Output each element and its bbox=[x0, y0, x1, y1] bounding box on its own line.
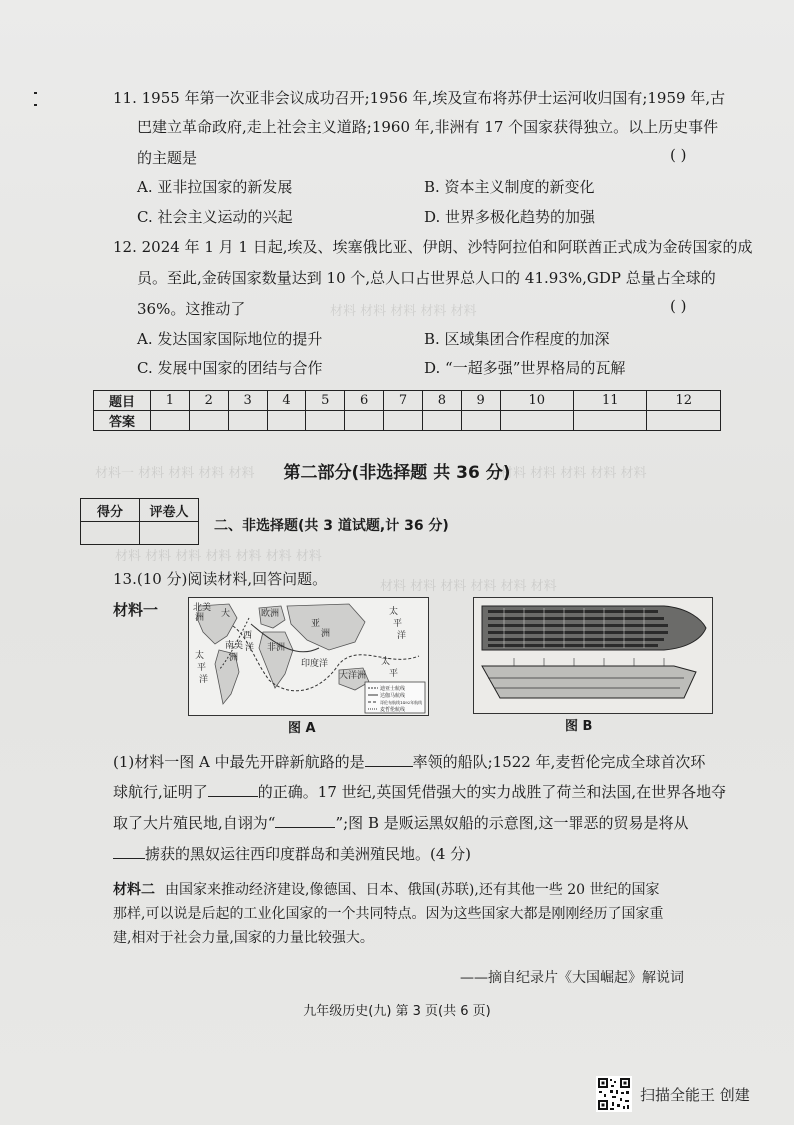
answer-blank-1[interactable] bbox=[365, 751, 413, 767]
part2-title: 第二部分(非选择题 共 36 分) bbox=[283, 463, 511, 483]
bleed-through: 材料 材料 材料 材料 材料 材料 bbox=[380, 579, 557, 594]
question-number-cell: 1 bbox=[151, 391, 190, 411]
q12-option-d: D. “一超多强”世界格局的瓦解 bbox=[424, 359, 626, 377]
grader-cell[interactable] bbox=[140, 522, 199, 545]
map-label-pacific1b: 平 bbox=[393, 619, 403, 629]
q13-1-text: ”;图 B 是贩运黑奴船的示意图,这一罪恶的贸易是将从 bbox=[335, 814, 689, 832]
scanner-watermark: 扫描全能王 创建 bbox=[640, 1086, 750, 1104]
q12-text-line3: 36%。这推动了 bbox=[137, 300, 246, 318]
map-label-sa2: 洲 bbox=[229, 653, 239, 663]
map-label-west: 西 bbox=[243, 631, 253, 641]
slave-ship-icon bbox=[474, 598, 712, 713]
bleed-through: 材料一 材料 材料 材料 材料 bbox=[95, 466, 255, 481]
q13-1-line4 bbox=[113, 843, 471, 864]
answer-cell[interactable] bbox=[461, 411, 500, 431]
figure-b-caption: 图 B bbox=[565, 719, 593, 734]
figure-a-map bbox=[188, 597, 429, 716]
question-number-cell: 12 bbox=[647, 391, 721, 411]
material1-label: 材料一 bbox=[113, 601, 159, 619]
question-number-cell: 11 bbox=[574, 391, 647, 411]
map-label-na: 北美 bbox=[193, 603, 212, 613]
map-label-pacific1: 太 bbox=[389, 607, 399, 617]
score-box bbox=[80, 498, 199, 545]
map-label-asia2: 洲 bbox=[321, 629, 331, 639]
answer-table-number-row bbox=[94, 391, 721, 411]
map-legend-1: 迪亚士航线 bbox=[380, 686, 406, 692]
q12-answer-paren: ( ) bbox=[670, 297, 687, 315]
question-number-cell: 6 bbox=[345, 391, 384, 411]
score-label: 得分 bbox=[81, 499, 140, 522]
q13-1-line1 bbox=[113, 751, 705, 772]
answer-cell[interactable] bbox=[189, 411, 228, 431]
map-label-asia: 亚 bbox=[311, 619, 321, 629]
answer-cell[interactable] bbox=[384, 411, 423, 431]
qr-code-icon bbox=[596, 1076, 632, 1116]
map-label-atl: 洋 bbox=[245, 643, 255, 653]
q13-1-line2 bbox=[113, 781, 726, 802]
question-number-cell: 7 bbox=[384, 391, 423, 411]
q13-1-text: (1)材料一图 A 中最先开辟新航路的是 bbox=[113, 753, 365, 771]
map-label-na2: 洲 bbox=[195, 613, 205, 623]
answer-blank-3[interactable] bbox=[275, 812, 335, 828]
q11-option-a: A. 亚非拉国家的新发展 bbox=[137, 178, 293, 196]
map-label-pacific2b: 平 bbox=[197, 663, 207, 673]
answer-table bbox=[93, 390, 721, 431]
map-label-da: 大 bbox=[221, 609, 231, 619]
answer-cell[interactable] bbox=[306, 411, 345, 431]
q11-text-line2: 巴建立革命政府,走上社会主义道路;1960 年,非洲有 17 个国家获得独立。以上历史事件 bbox=[137, 118, 719, 136]
material2-label: 材料二 bbox=[113, 882, 155, 898]
question-number-cell: 10 bbox=[500, 391, 573, 411]
figure-b-slave-ship bbox=[473, 597, 713, 714]
map-legend-2: 达伽马航线 bbox=[380, 693, 406, 699]
q13-intro: 13.(10 分)阅读材料,回答问题。 bbox=[113, 570, 328, 588]
q11-text-line1: 11. 1955 年第一次亚非会议成功召开;1956 年,埃及宣布将苏伊士运河收归国有;1959 年,古 bbox=[113, 89, 726, 107]
answer-cell[interactable] bbox=[647, 411, 721, 431]
page-footer: 九年级历史(九) 第 3 页(共 6 页) bbox=[303, 1004, 491, 1019]
map-label-sa: 南美 bbox=[225, 641, 244, 651]
material2-source: ——摘自纪录片《大国崛起》解说词 bbox=[460, 970, 684, 986]
answer-cell[interactable] bbox=[574, 411, 647, 431]
answer-cell[interactable] bbox=[151, 411, 190, 431]
map-label-pacific2: 太 bbox=[195, 651, 205, 661]
q12-text-line1: 12. 2024 年 1 月 1 日起,埃及、埃塞俄比亚、伊朗、沙特阿拉伯和阿联酋正式成为金砖国家的成 bbox=[113, 238, 753, 256]
map-label-ping: 平 bbox=[389, 669, 399, 679]
material2-block bbox=[113, 878, 673, 950]
answer-table-row-label: 题目 bbox=[94, 391, 151, 411]
question-number-cell: 8 bbox=[422, 391, 461, 411]
q12-option-a: A. 发达国家国际地位的提升 bbox=[137, 330, 323, 348]
margin-mark bbox=[34, 104, 37, 106]
question-number-cell: 5 bbox=[306, 391, 345, 411]
answer-blank-2[interactable] bbox=[208, 781, 258, 797]
map-label-pacific2c: 洋 bbox=[199, 675, 209, 685]
q11-option-c: C. 社会主义运动的兴起 bbox=[137, 208, 293, 226]
q12-option-b: B. 区域集团合作程度的加深 bbox=[424, 330, 610, 348]
question-number-cell: 3 bbox=[228, 391, 267, 411]
q13-1-text: 率领的船队;1522 年,麦哲伦完成全球首次环 bbox=[412, 753, 706, 771]
q12-text-line2: 员。至此,金砖国家数量达到 10 个,总人口占世界总人口的 41.93%,GDP 总量占全球的 bbox=[137, 269, 716, 287]
answer-cell[interactable] bbox=[228, 411, 267, 431]
q13-1-text: 的正确。17 世纪,英国凭借强大的实力战胜了荷兰和法国,在世界各地夺 bbox=[257, 783, 727, 801]
answer-table-row-label: 答案 bbox=[94, 411, 151, 431]
q13-1-text: 掳获的黑奴运往西印度群岛和美洲殖民地。(4 分) bbox=[145, 845, 472, 863]
margin-mark bbox=[34, 92, 37, 94]
question-number-cell: 2 bbox=[189, 391, 228, 411]
map-label-indian: 印度洋 bbox=[301, 659, 329, 669]
q13-1-text: 取了大片殖民地,自诩为“ bbox=[113, 814, 276, 832]
q13-1-line3 bbox=[113, 812, 689, 833]
q13-1-text: 球航行,证明了 bbox=[113, 783, 208, 801]
grader-label: 评卷人 bbox=[140, 499, 199, 522]
material2-text: 由国家来推动经济建设,像德国、日本、俄国(苏联),还有其他一些 20 世纪的国家那样,可以说是后起的工业化国家的一个共同特点。因为这些国家大都是刚刚经历了国家重建,相对于社会力量,国家的力量比较强大。 bbox=[113, 882, 664, 946]
answer-cell[interactable] bbox=[422, 411, 461, 431]
question-number-cell: 9 bbox=[461, 391, 500, 411]
question-number-cell: 4 bbox=[267, 391, 306, 411]
answer-cell[interactable] bbox=[345, 411, 384, 431]
q11-answer-paren: ( ) bbox=[670, 146, 687, 164]
map-label-australia: 大洋洲 bbox=[339, 671, 367, 681]
map-label-tai: 太 bbox=[381, 657, 391, 667]
answer-cell[interactable] bbox=[267, 411, 306, 431]
map-legend-3: 哥伦布航线1492年航线 bbox=[380, 700, 423, 705]
figure-a-caption: 图 A bbox=[288, 721, 316, 736]
section2-heading: 二、非选择题(共 3 道试题,计 36 分) bbox=[214, 518, 449, 534]
bleed-through: 材料 材料 材料 材料 材料 材料 材料 bbox=[115, 549, 322, 564]
q11-option-d: D. 世界多极化趋势的加强 bbox=[424, 208, 596, 226]
world-map-icon bbox=[189, 598, 428, 715]
answer-cell[interactable] bbox=[500, 411, 573, 431]
bleed-through: 材料 材料 材料 材料 材料 bbox=[500, 466, 647, 481]
map-label-europe: 欧洲 bbox=[261, 609, 280, 619]
map-label-pacific1c: 洋 bbox=[397, 631, 407, 641]
q11-text-line3: 的主题是 bbox=[137, 149, 198, 167]
map-label-africa: 非洲 bbox=[267, 643, 286, 653]
score-cell[interactable] bbox=[81, 522, 140, 545]
answer-blank-4[interactable] bbox=[113, 843, 145, 859]
q12-option-c: C. 发展中国家的团结与合作 bbox=[137, 359, 323, 377]
map-legend-4: 麦哲伦航线 bbox=[380, 707, 406, 713]
answer-table-answer-row bbox=[94, 411, 721, 431]
bleed-through: 材料 材料 材料 材料 材料 bbox=[330, 304, 477, 319]
q11-option-b: B. 资本主义制度的新变化 bbox=[424, 178, 595, 196]
